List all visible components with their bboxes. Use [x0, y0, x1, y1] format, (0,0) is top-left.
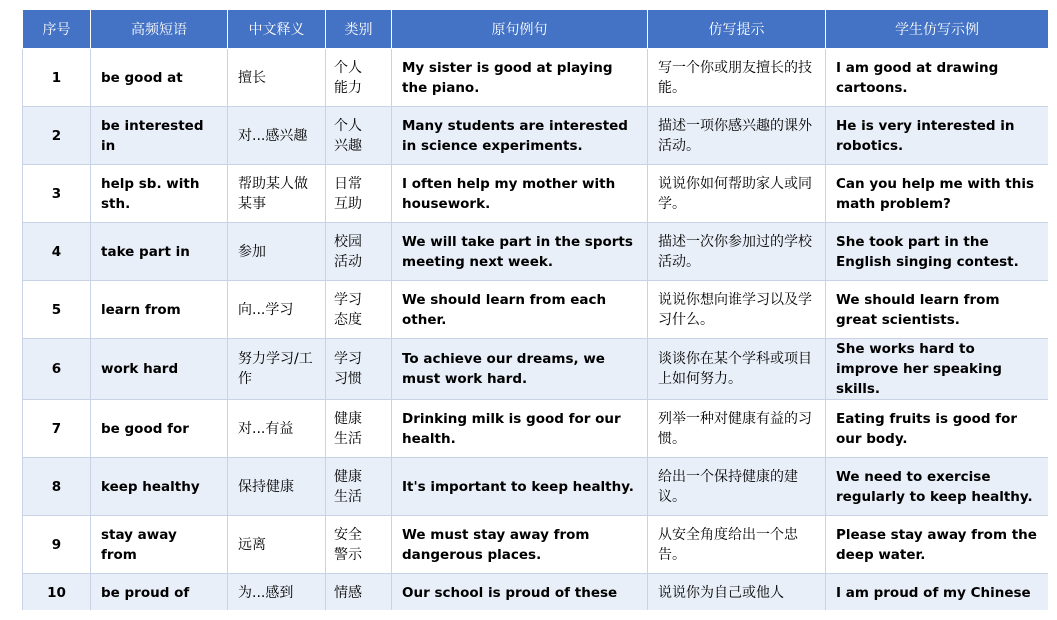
cell-num: 10	[23, 574, 91, 611]
cell-hint: 描述一项你感兴趣的课外活动。	[648, 107, 826, 165]
cell-meaning: 保持健康	[228, 458, 326, 516]
cell-phrase: help sb. with sth.	[91, 165, 228, 223]
cell-student: He is very interested in robotics.	[826, 107, 1049, 165]
cell-num: 7	[23, 400, 91, 458]
cell-example: My sister is good at playing the piano.	[392, 49, 648, 107]
cell-category	[326, 281, 392, 339]
cell-phrase: be proud of	[91, 574, 228, 611]
table-row	[23, 49, 1049, 107]
cell-meaning: 帮助某人做某事	[228, 165, 326, 223]
cell-num: 5	[23, 281, 91, 339]
cell-example: We will take part in the sports meeting next week.	[392, 223, 648, 281]
table-row	[23, 281, 1049, 339]
table-row	[23, 339, 1049, 400]
cell-num: 3	[23, 165, 91, 223]
cell-phrase: work hard	[91, 339, 228, 400]
cell-hint: 谈谈你在某个学科或项目上如何努力。	[648, 339, 826, 400]
table-row	[23, 223, 1049, 281]
cell-meaning: 擅长	[228, 49, 326, 107]
cell-hint: 从安全角度给出一个忠告。	[648, 516, 826, 574]
phrase-table	[22, 9, 1048, 610]
cell-num: 6	[23, 339, 91, 400]
cell-student: I am proud of my Chinese	[826, 574, 1049, 611]
cell-student: She took part in the English singing contest.	[826, 223, 1049, 281]
table-row	[23, 574, 1049, 611]
cell-hint: 说说你想向谁学习以及学习什么。	[648, 281, 826, 339]
category-text: 日常互助	[334, 175, 362, 212]
cell-student: Please stay away from the deep water.	[826, 516, 1049, 574]
cell-hint: 写一个你或朋友擅长的技能。	[648, 49, 826, 107]
table-row	[23, 400, 1049, 458]
cell-example: It's important to keep healthy.	[392, 458, 648, 516]
cell-hint: 描述一次你参加过的学校活动。	[648, 223, 826, 281]
header-student: 学生仿写示例	[826, 10, 1049, 49]
category-text: 学习态度	[334, 291, 362, 328]
cell-category	[326, 516, 392, 574]
cell-phrase: learn from	[91, 281, 228, 339]
header-category: 类别	[326, 10, 392, 49]
cell-student: I am good at drawing cartoons.	[826, 49, 1049, 107]
cell-meaning: 对...感兴趣	[228, 107, 326, 165]
cell-phrase: be good at	[91, 49, 228, 107]
table-row	[23, 107, 1049, 165]
cell-category	[326, 49, 392, 107]
category-text: 健康生活	[334, 410, 362, 447]
cell-meaning: 远离	[228, 516, 326, 574]
cell-hint: 说说你为自己或他人	[648, 574, 826, 611]
cell-example: To achieve our dreams, we must work hard.	[392, 339, 648, 400]
cell-phrase: be interested in	[91, 107, 228, 165]
header-example: 原句例句	[392, 10, 648, 49]
cell-example: Many students are interested in science experiments.	[392, 107, 648, 165]
cell-example: We must stay away from dangerous places.	[392, 516, 648, 574]
cell-hint: 给出一个保持健康的建议。	[648, 458, 826, 516]
cell-num: 4	[23, 223, 91, 281]
cell-student: We should learn from great scientists.	[826, 281, 1049, 339]
cell-num: 1	[23, 49, 91, 107]
cell-category	[326, 165, 392, 223]
cell-category	[326, 339, 392, 400]
header-phrase: 高频短语	[91, 10, 228, 49]
table-row	[23, 516, 1049, 574]
cell-category	[326, 400, 392, 458]
cell-student: Can you help me with this math problem?	[826, 165, 1049, 223]
cell-meaning: 参加	[228, 223, 326, 281]
cell-category	[326, 458, 392, 516]
phrase-table-container	[22, 9, 1048, 610]
header-meaning: 中文释义	[228, 10, 326, 49]
table-row	[23, 458, 1049, 516]
cell-example: Drinking milk is good for our health.	[392, 400, 648, 458]
cell-student: She works hard to improve her speaking skills.	[826, 339, 1049, 400]
cell-phrase: take part in	[91, 223, 228, 281]
cell-phrase: keep healthy	[91, 458, 228, 516]
cell-student: We need to exercise regularly to keep healthy.	[826, 458, 1049, 516]
cell-meaning: 向...学习	[228, 281, 326, 339]
cell-phrase: be good for	[91, 400, 228, 458]
cell-hint: 列举一种对健康有益的习惯。	[648, 400, 826, 458]
category-text: 个人兴趣	[334, 117, 362, 154]
cell-phrase: stay away from	[91, 516, 228, 574]
category-text: 情感	[334, 585, 362, 601]
cell-example: Our school is proud of these	[392, 574, 648, 611]
table-row	[23, 165, 1049, 223]
category-text: 健康生活	[334, 468, 362, 505]
category-text: 安全警示	[334, 526, 362, 563]
cell-example: I often help my mother with housework.	[392, 165, 648, 223]
cell-meaning: 努力学习/工作	[228, 339, 326, 400]
cell-num: 8	[23, 458, 91, 516]
cell-num: 9	[23, 516, 91, 574]
category-text: 校园活动	[334, 233, 362, 270]
header-num: 序号	[23, 10, 91, 49]
cell-student: Eating fruits is good for our body.	[826, 400, 1049, 458]
cell-category	[326, 574, 392, 611]
cell-num: 2	[23, 107, 91, 165]
cell-meaning: 为...感到	[228, 574, 326, 611]
cell-category	[326, 107, 392, 165]
cell-hint: 说说你如何帮助家人或同学。	[648, 165, 826, 223]
cell-category	[326, 223, 392, 281]
cell-meaning: 对...有益	[228, 400, 326, 458]
category-text: 个人能力	[334, 59, 362, 96]
header-row	[23, 10, 1049, 49]
cell-example: We should learn from each other.	[392, 281, 648, 339]
header-hint: 仿写提示	[648, 10, 826, 49]
category-text: 学习习惯	[334, 351, 362, 387]
